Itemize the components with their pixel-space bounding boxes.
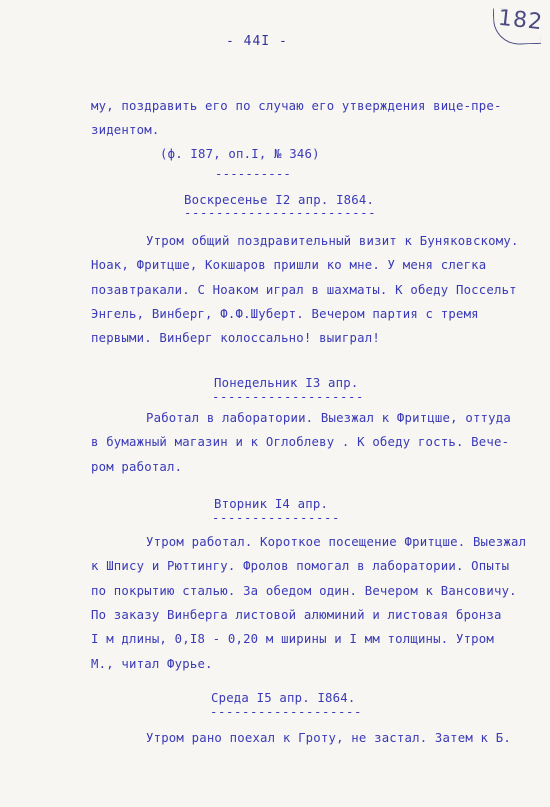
entry-heading: Понедельник I3 апр.: [214, 376, 359, 390]
text-line: По заказу Винберга листовой алюминий и листовая бронза: [91, 608, 502, 622]
text-line: М., читал Фурье.: [91, 657, 213, 671]
text-line: Утром рано поехал к Гроту, не застал. Затем к Б.: [146, 731, 511, 745]
separator: ----------: [215, 167, 292, 181]
text-line: Энгель, Винберг, Ф.Ф.Шуберт. Вечером партия с тремя: [91, 307, 479, 321]
entry-heading: Воскресенье I2 апр. I864.: [184, 193, 375, 207]
archive-sheet-number: 182: [496, 5, 545, 36]
heading-underline: ------------------------: [184, 206, 377, 220]
text-line: Ноак, Фритцше, Кокшаров пришли ко мне. У меня слегка: [91, 258, 487, 272]
text-line: в бумажный магазин и к Оглоблеву . К обеду гость. Вече-: [91, 435, 510, 449]
entry-heading: Вторник I4 апр.: [214, 497, 329, 511]
text-line: Работал в лаборатории. Выезжал к Фритцше, оттуда: [146, 411, 511, 425]
text-line: Утром общий поздравительный визит к Буняковскому.: [146, 234, 519, 248]
text-line: му, поздравить его по случаю его утверждения вице-пре-: [91, 99, 502, 113]
archive-reference: (ф. I87, оп.I, № 346): [160, 147, 320, 161]
entry-heading: Среда I5 апр. I864.: [211, 691, 356, 705]
text-line: ром работал.: [91, 460, 183, 474]
heading-underline: -------------------: [212, 390, 365, 404]
text-line: по покрытию сталью. За обедом один. Вечером к Вансовичу.: [91, 584, 517, 598]
text-line: к Шпису и Рюттингу. Фролов помогал в лаборатории. Опыты: [91, 559, 510, 573]
text-line: позавтракали. С Ноаком играл в шахматы. К обеду Поссельт: [91, 283, 517, 297]
text-line: I м длины, 0,I8 - 0,20 м ширины и I мм толщины. Утром: [91, 632, 494, 646]
text-line: первыми. Винберг колоссально! выиграл!: [91, 331, 380, 345]
heading-underline: ----------------: [212, 511, 341, 525]
text-line: Утром работал. Короткое посещение Фритцше. Выезжал: [146, 535, 527, 549]
text-line: зидентом.: [91, 123, 160, 137]
heading-underline: -------------------: [210, 705, 363, 719]
page-number: - 44I -: [226, 34, 288, 49]
